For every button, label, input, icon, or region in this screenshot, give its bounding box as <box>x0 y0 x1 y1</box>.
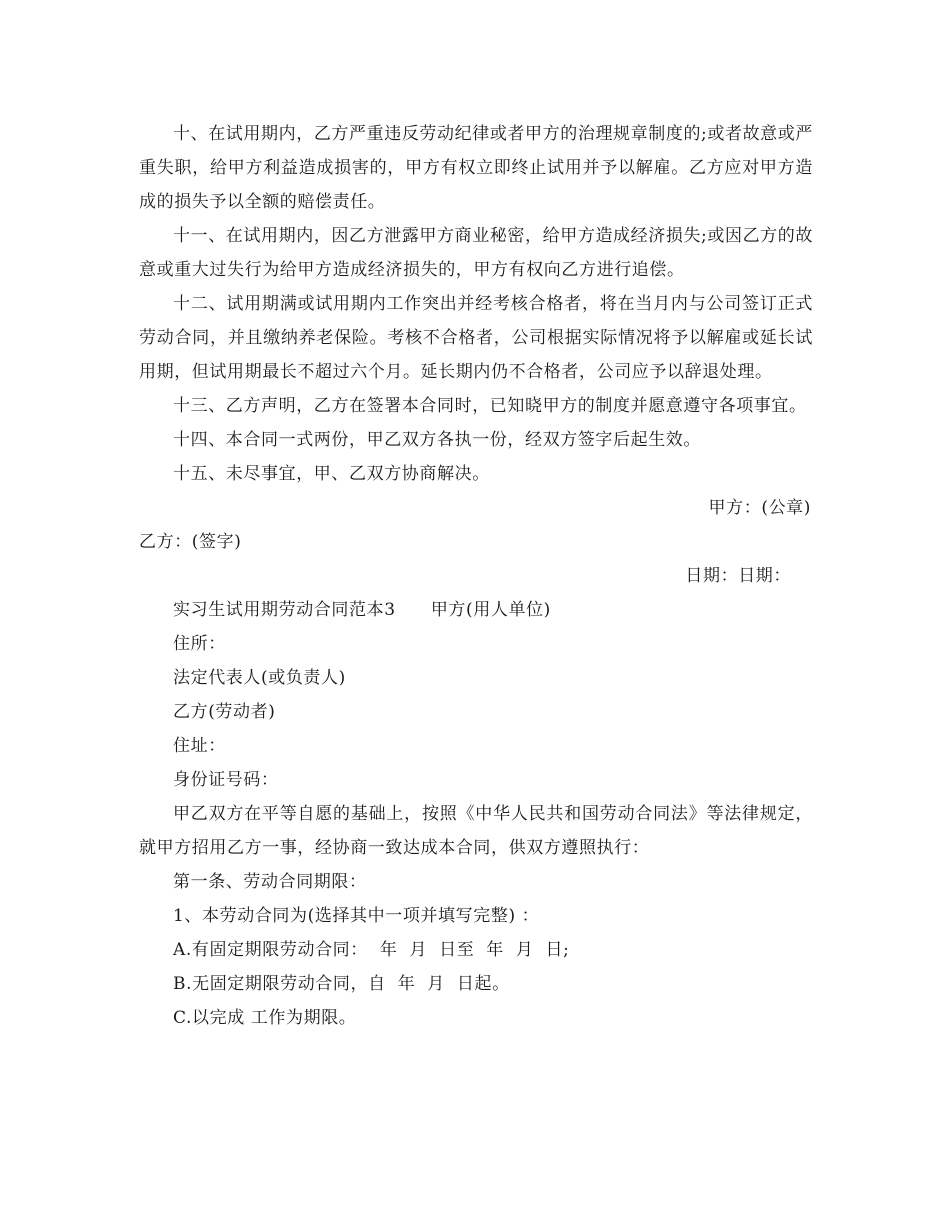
party-a-signature: 甲方：(公章) <box>708 498 811 518</box>
contract-3-title: 实习生试用期劳动合同范本3 甲方(用人单位) <box>173 600 551 620</box>
signature-dates: 日期：日期： <box>685 566 791 586</box>
article-1-item-1: 1、本劳动合同为(选择其中一项并填写完整) ： <box>173 906 540 926</box>
legal-representative: 法定代表人(或负责人) <box>173 668 346 688</box>
option-a: A.有固定期限劳动合同： 年 月 日至 年 月 日; <box>173 940 570 960</box>
clause-15: 十五、未尽事宜，甲、乙双方协商解决。 <box>173 464 490 484</box>
id-number: 身份证号码： <box>173 770 279 790</box>
article-1-heading: 第一条、劳动合同期限： <box>173 872 367 892</box>
party-b-address: 住址： <box>173 736 226 756</box>
party-a-address: 住所： <box>173 634 226 654</box>
clause-11: 十一、在试用期内，因乙方泄露甲方商业秘密，给甲方造成经济损失;或因乙方的故意或重大过失行为给甲方造成经济损失的，甲方有权向乙方进行追偿。 <box>139 226 813 280</box>
document-body <box>139 117 813 1035</box>
preamble: 甲乙双方在平等自愿的基础上，按照《中华人民共和国劳动合同法》等法律规定，就甲方招用乙方一事，经协商一致达成本合同，供双方遵照执行： <box>139 804 813 858</box>
option-b: B.无固定期限劳动合同，自 年 月 日起。 <box>173 974 510 994</box>
party-b-label: 乙方(劳动者) <box>173 702 276 722</box>
clause-12: 十二、试用期满或试用期内工作突出并经考核合格者，将在当月内与公司签订正式劳动合同，并且缴纳养老保险。考核不合格者，公司根据实际情况将予以解雇或延长试用期，但试用期最长不超过六个月。延长期内仍不合格者，公司应予以辞退处理。 <box>139 294 813 382</box>
option-c: C.以完成 工作为期限。 <box>173 1008 357 1028</box>
party-b-signature: 乙方：(签字) <box>139 532 242 552</box>
clause-10: 十、在试用期内，乙方严重违反劳动纪律或者甲方的治理规章制度的;或者故意或严重失职，给甲方利益造成损害的，甲方有权立即终止试用并予以解雇。乙方应对甲方造成的损失予以全额的赔偿责任。 <box>139 124 813 212</box>
clause-13: 十三、乙方声明，乙方在签署本合同时，已知晓甲方的制度并愿意遵守各项事宜。 <box>173 396 807 416</box>
clause-14: 十四、本合同一式两份，甲乙双方各执一份，经双方签字后起生效。 <box>173 430 701 450</box>
